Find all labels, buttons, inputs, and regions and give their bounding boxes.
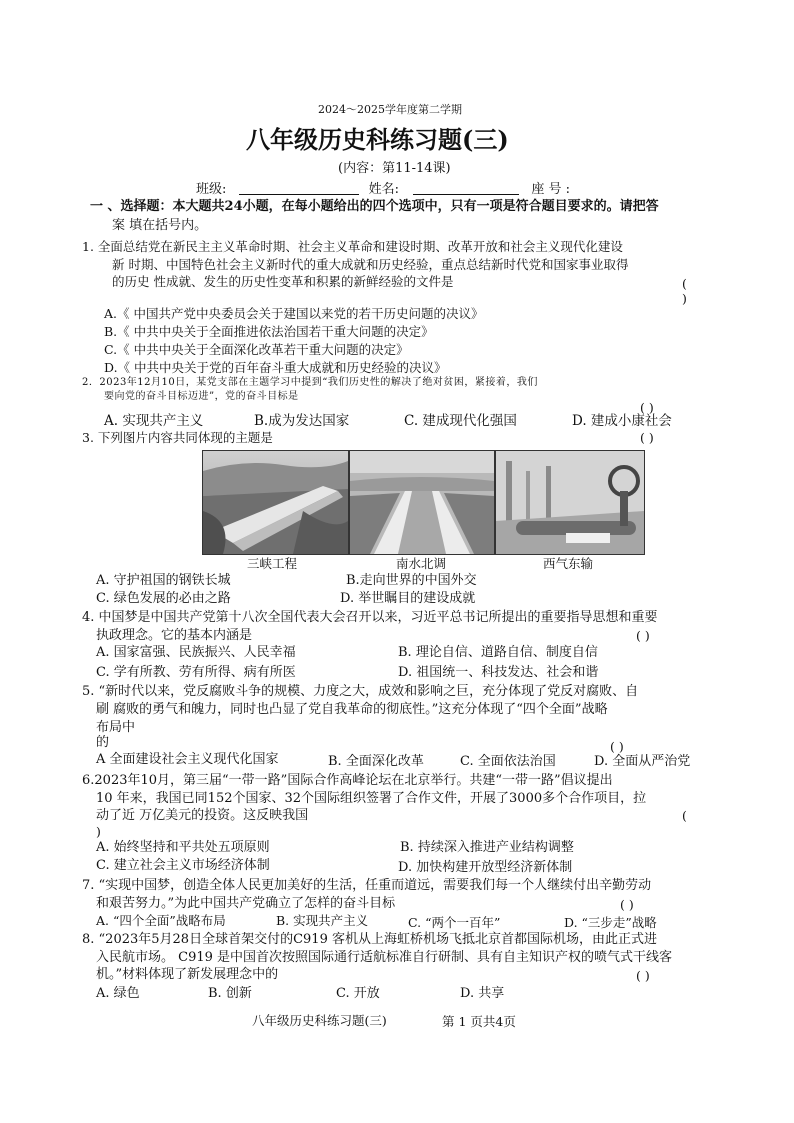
- q1-option-c[interactable]: C.《 中共中央关于全面深化改革若干重大问题的决定》: [104, 342, 409, 357]
- q4-option-a[interactable]: A. 国家富强、民族振兴、人民幸福: [96, 645, 296, 660]
- q8-stem-line2: 入民航市场。 C919 是中国首次按照国际通行适航标准自行研制、具有自主知识产权的喷气式干线客: [96, 950, 673, 965]
- q4-option-b[interactable]: B. 理论自信、道路自信、制度自信: [398, 645, 598, 660]
- q2-option-c[interactable]: C. 建成现代化强国: [404, 413, 517, 429]
- page-title: 八年级历史科练习题(三): [246, 125, 509, 154]
- q3-option-a[interactable]: A. 守护祖国的钢铁长城: [96, 573, 231, 588]
- q7-stem-line2: 和艰苦努力。”为此中国共产党确立了怎样的奋斗目标: [96, 896, 396, 911]
- q1-answer-bracket-open[interactable]: (: [682, 276, 687, 291]
- q5-stem-line4: 的: [96, 735, 110, 750]
- three-gorges-photo: [202, 450, 349, 555]
- footer-page-number: 第 1 页共4页: [442, 1014, 516, 1029]
- q6-option-d[interactable]: D. 加快构建开放型经济新体制: [398, 860, 573, 875]
- q8-option-d[interactable]: D. 共享: [460, 986, 505, 1001]
- q1-option-d[interactable]: D.《 中共中央关于党的百年奋斗重大成就和历史经验的决议》: [104, 360, 447, 375]
- q8-stem-line1: 8. “2023年5月28日全球首架交付的C919 客机从上海虹桥机场飞抵北京首都国际机场，由此正式进: [82, 932, 657, 947]
- q7-answer-bracket[interactable]: ( ): [620, 897, 634, 912]
- q2-stem-line2: 要向党的奋斗目标迈进”，党的奋斗目标是: [104, 391, 299, 402]
- q2-option-d[interactable]: D. 建成小康社会: [572, 413, 672, 429]
- photo-caption-water-diversion: 南水北调: [396, 556, 447, 571]
- q5-option-b[interactable]: B. 全面深化改革: [328, 754, 424, 769]
- q4-stem-line2: 执政理念。它的基本内涵是: [96, 628, 253, 643]
- q5-option-c[interactable]: C. 全面依法治国: [460, 754, 556, 769]
- q8-option-b[interactable]: B. 创新: [208, 986, 252, 1001]
- q6-option-a[interactable]: A. 始终坚持和平共处五项原则: [96, 840, 270, 855]
- q1-stem-line1: 1. 全面总结党在新民主主义革命时期、社会主义革命和建设时期、改革开放和社会主义现代化建设: [82, 239, 623, 254]
- photo-caption-three-gorges: 三峡工程: [247, 556, 298, 571]
- q5-stem-line3: 布局中: [96, 720, 136, 735]
- term-line: 2024～2025学年度第二学期: [318, 103, 462, 116]
- q8-option-a[interactable]: A. 绿色: [96, 986, 140, 1001]
- q8-option-c[interactable]: C. 开放: [336, 986, 380, 1001]
- q2-option-a[interactable]: A. 实现共产主义: [104, 413, 204, 429]
- class-label: 班级:: [196, 182, 227, 197]
- q6-stem-line1: 6.2023年10月，第三届“一带一路”国际合作高峰论坛在北京举行。共建“一带一路”倡议提出: [82, 773, 613, 788]
- q4-option-c[interactable]: C. 学有所教、劳有所得、病有所医: [96, 665, 296, 680]
- q7-option-a[interactable]: A. “四个全面”战略布局: [96, 913, 226, 928]
- q3-option-c[interactable]: C. 绿色发展的必由之路: [96, 591, 231, 606]
- q7-stem-line1: 7. “实现中国梦，创造全体人民更加美好的生活，任重而道远，需要我们每一个人继续付出辛勤劳动: [82, 878, 652, 893]
- q6-answer-bracket-open[interactable]: (: [682, 808, 687, 823]
- west-east-gas-photo: [495, 450, 645, 555]
- q5-stem-line1: 5. “新时代以来，党反腐败斗争的规模、力度之大，成效和影响之巨，充分体现了党反对腐败、自: [82, 684, 639, 699]
- q8-stem-line3: 机。”材料体现了新发展理念中的: [96, 967, 279, 982]
- q6-stem-line3: 动了近 万亿美元的投资。这反映我国: [96, 808, 309, 823]
- q6-stem-line2: 10 年来，我国已同152个国家、32个国际组织签署了合作文件，开展了3000多个合作项目，拉: [96, 791, 647, 806]
- q3-option-d[interactable]: D. 举世瞩目的建设成就: [340, 591, 476, 606]
- student-info-row: [196, 180, 570, 199]
- name-label: 姓名:: [368, 182, 400, 197]
- q6-option-c[interactable]: C. 建立社会主义市场经济体制: [96, 858, 270, 873]
- section-instructions: 本大题共24小题，在每小题给出的四个选项中，只有一项是符合题目要求的。请把答: [172, 199, 659, 214]
- q5-option-a[interactable]: A 全面建设社会主义现代化国家: [96, 752, 279, 767]
- q5-stem-line2: 刷 腐败的勇气和魄力，同时也凸显了党自我革命的彻底性。”这充分体现了“四个全面”战略: [96, 702, 608, 717]
- q6-option-b[interactable]: B. 持续深入推进产业结构调整: [400, 840, 574, 855]
- q3-option-b[interactable]: B.走向世界的中国外交: [346, 573, 477, 588]
- q7-option-c[interactable]: C. “两个一百年”: [408, 915, 501, 930]
- class-field[interactable]: [239, 180, 359, 195]
- q3-stem: 3. 下列图片内容共同体现的主题是: [82, 430, 273, 445]
- section-instructions-cont: 案 填在括号内。: [112, 218, 208, 233]
- q1-stem-line3: 的历史 性成就、发生的历史性变革和积累的新鲜经验的文件是: [112, 274, 454, 289]
- scope-line: (内容：第11-14课): [338, 161, 451, 176]
- q5-answer-bracket[interactable]: ( ): [610, 739, 624, 754]
- q4-option-d[interactable]: D. 祖国统一、科技发达、社会和谐: [398, 665, 599, 680]
- q2-stem-line1: 2．2023年12月10日，某党支部在主题学习中提到“我们历史性的解决了绝对贫困，紧接着，我们: [82, 377, 538, 388]
- q2-option-b[interactable]: B.成为发达国家: [254, 413, 350, 429]
- section-heading: [90, 198, 659, 216]
- name-field[interactable]: [413, 180, 519, 195]
- q7-option-b[interactable]: B. 实现共产主义: [276, 913, 369, 928]
- q5-option-d[interactable]: D. 全面从严治党: [594, 754, 691, 769]
- q1-answer-bracket-close[interactable]: ): [682, 291, 687, 306]
- seat-label: 座 号 :: [531, 182, 570, 197]
- q1-option-a[interactable]: A.《 中国共产党中央委员会关于建国以来党的若干历史问题的决议》: [104, 306, 484, 321]
- photo-caption-gas-pipeline: 西气东输: [543, 556, 594, 571]
- q4-stem-line1: 4. 中国梦是中国共产党第十八次全国代表大会召开以来，习近平总书记所提出的重要指导思想和重要: [82, 610, 658, 625]
- section-label: 一 、选择题：: [90, 199, 173, 214]
- q7-option-d[interactable]: D. “三步走”战略: [564, 915, 657, 930]
- q1-stem-line2: 新 时期、中国特色社会主义新时代的重大成就和历史经验，重点总结新时代党和国家事业取得: [112, 257, 629, 272]
- q6-answer-bracket-close[interactable]: ): [96, 824, 101, 839]
- south-north-water-photo: [349, 450, 495, 555]
- footer-title: 八年级历史科练习题(三): [252, 1013, 387, 1028]
- q2-answer-bracket[interactable]: ( ): [640, 400, 654, 415]
- q1-option-b[interactable]: B.《 中共中央关于全面推进依法治国若干重大问题的决定》: [104, 324, 434, 339]
- q3-answer-bracket[interactable]: ( ): [640, 430, 654, 445]
- q8-answer-bracket[interactable]: ( ): [636, 968, 650, 983]
- q4-answer-bracket[interactable]: ( ): [636, 628, 650, 643]
